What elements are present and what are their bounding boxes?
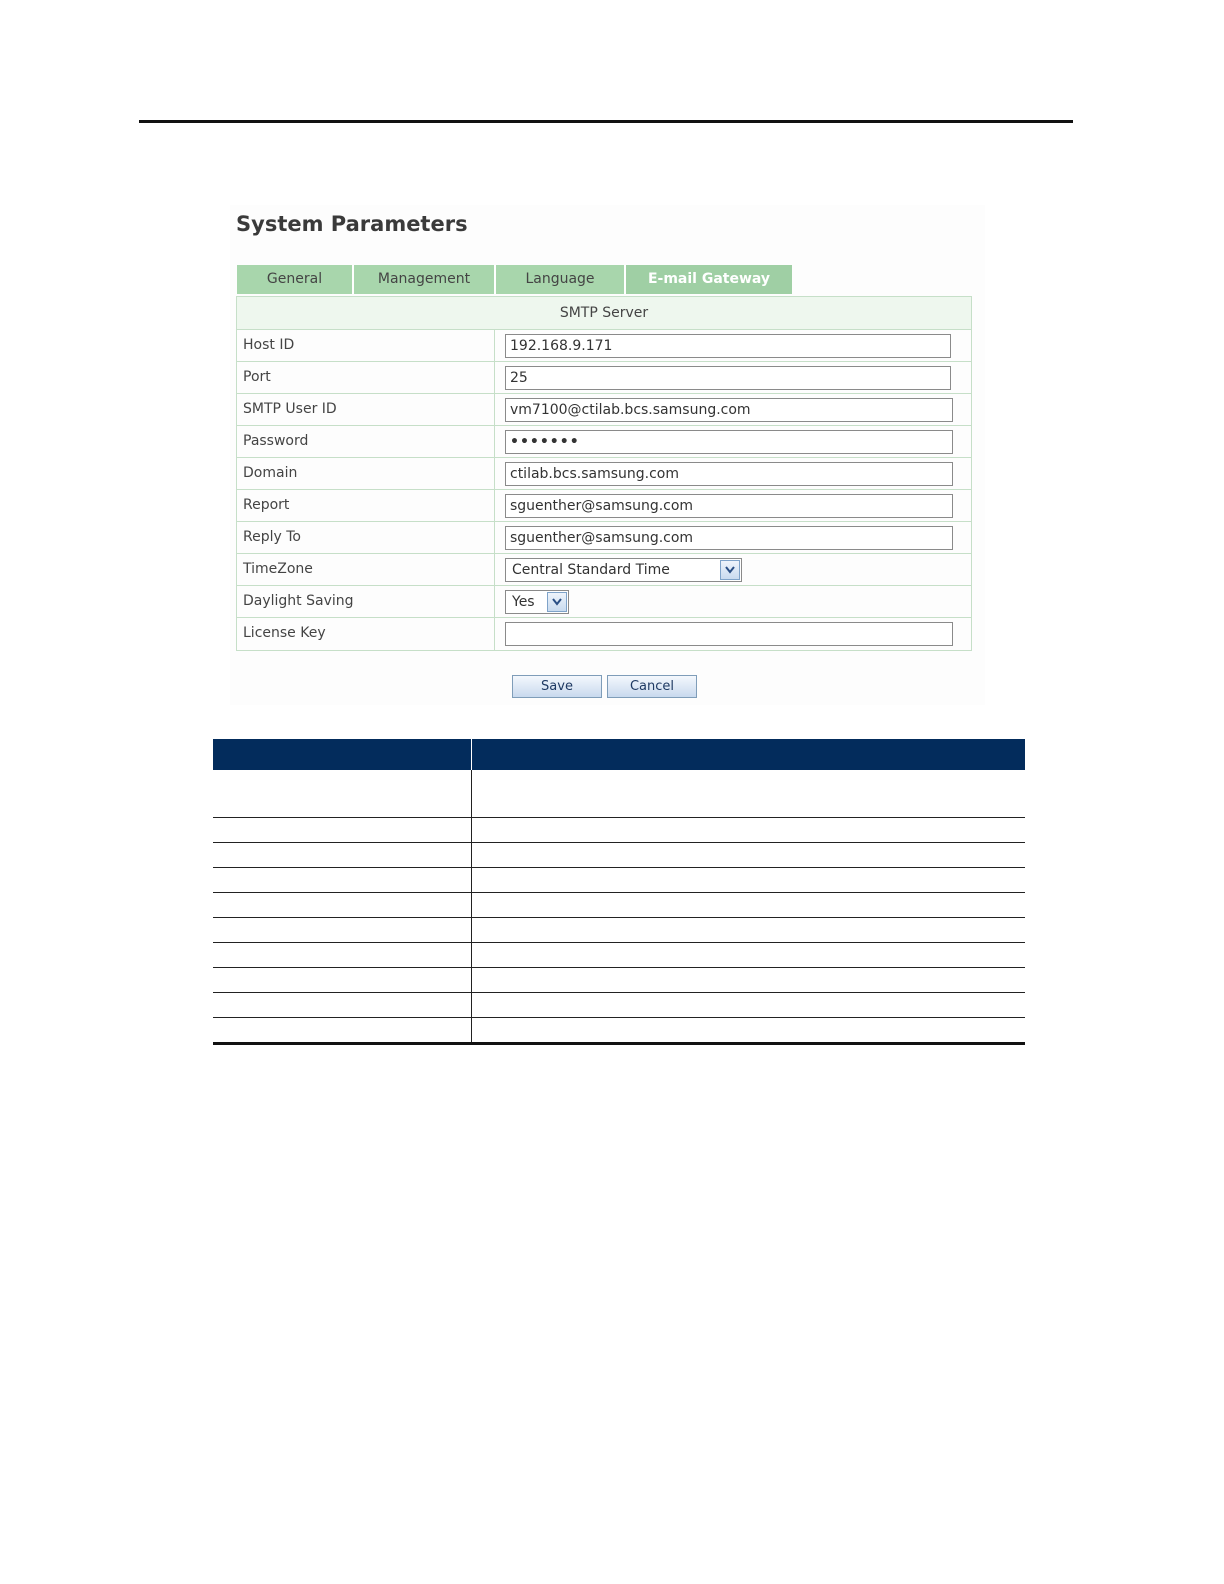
section-header: SMTP Server — [237, 297, 971, 330]
form-row-timezone — [237, 554, 971, 586]
form-row-host-id — [237, 330, 971, 362]
reply-to-label: Reply To — [237, 522, 495, 553]
smtp-user-id-input[interactable]: vm7100@ctilab.bcs.samsung.com — [505, 398, 953, 422]
table-header — [213, 739, 1025, 770]
report-input[interactable]: sguenther@samsung.com — [505, 494, 953, 518]
daylight-saving-select[interactable] — [505, 590, 569, 614]
tab-email-gateway[interactable]: E-mail Gateway — [626, 265, 792, 294]
password-label: Password — [237, 426, 495, 457]
form-row-smtp-user-id — [237, 394, 971, 426]
reply-to-input[interactable]: sguenther@samsung.com — [505, 526, 953, 550]
smtp-user-id-label: SMTP User ID — [237, 394, 495, 425]
daylight-saving-value: Yes — [512, 594, 535, 610]
table-row — [213, 843, 1025, 868]
form-row-password — [237, 426, 971, 458]
table-row — [213, 1018, 1025, 1045]
table-row — [213, 918, 1025, 943]
form-row-daylight-saving — [237, 586, 971, 618]
form-row-port — [237, 362, 971, 394]
tab-language[interactable]: Language — [496, 265, 626, 294]
table-row — [213, 968, 1025, 993]
port-label: Port — [237, 362, 495, 393]
page-header-rule — [139, 120, 1073, 123]
license-key-input[interactable] — [505, 622, 953, 646]
domain-input[interactable]: ctilab.bcs.samsung.com — [505, 462, 953, 486]
table-row — [213, 893, 1025, 918]
chevron-down-icon[interactable] — [547, 592, 567, 612]
chevron-down-icon[interactable] — [720, 560, 740, 580]
port-input[interactable]: 25 — [505, 366, 951, 390]
domain-label: Domain — [237, 458, 495, 489]
table-row — [213, 818, 1025, 843]
description-table — [213, 739, 1025, 1045]
form-row-domain — [237, 458, 971, 490]
table-header-cell — [472, 739, 1025, 770]
form-row-report — [237, 490, 971, 522]
timezone-select[interactable] — [505, 558, 742, 582]
timezone-value: Central Standard Time — [512, 562, 670, 578]
form-row-reply-to — [237, 522, 971, 554]
table-row — [213, 993, 1025, 1018]
table-row — [213, 868, 1025, 893]
tab-general[interactable]: General — [237, 265, 354, 294]
license-key-label: License Key — [237, 618, 495, 650]
host-id-input[interactable]: 192.168.9.171 — [505, 334, 951, 358]
cancel-button[interactable]: Cancel — [607, 675, 697, 698]
daylight-saving-label: Daylight Saving — [237, 586, 495, 617]
tab-bar — [237, 265, 792, 294]
page-title: System Parameters — [236, 212, 468, 236]
host-id-label: Host ID — [237, 330, 495, 361]
password-input[interactable]: ••••••• — [505, 430, 953, 454]
table-row — [213, 943, 1025, 968]
table-header-cell — [213, 739, 472, 770]
timezone-label: TimeZone — [237, 554, 495, 585]
smtp-form — [236, 296, 972, 651]
table-row — [213, 770, 1025, 818]
form-row-license-key — [237, 618, 971, 650]
report-label: Report — [237, 490, 495, 521]
tab-management[interactable]: Management — [354, 265, 496, 294]
save-button[interactable]: Save — [512, 675, 602, 698]
